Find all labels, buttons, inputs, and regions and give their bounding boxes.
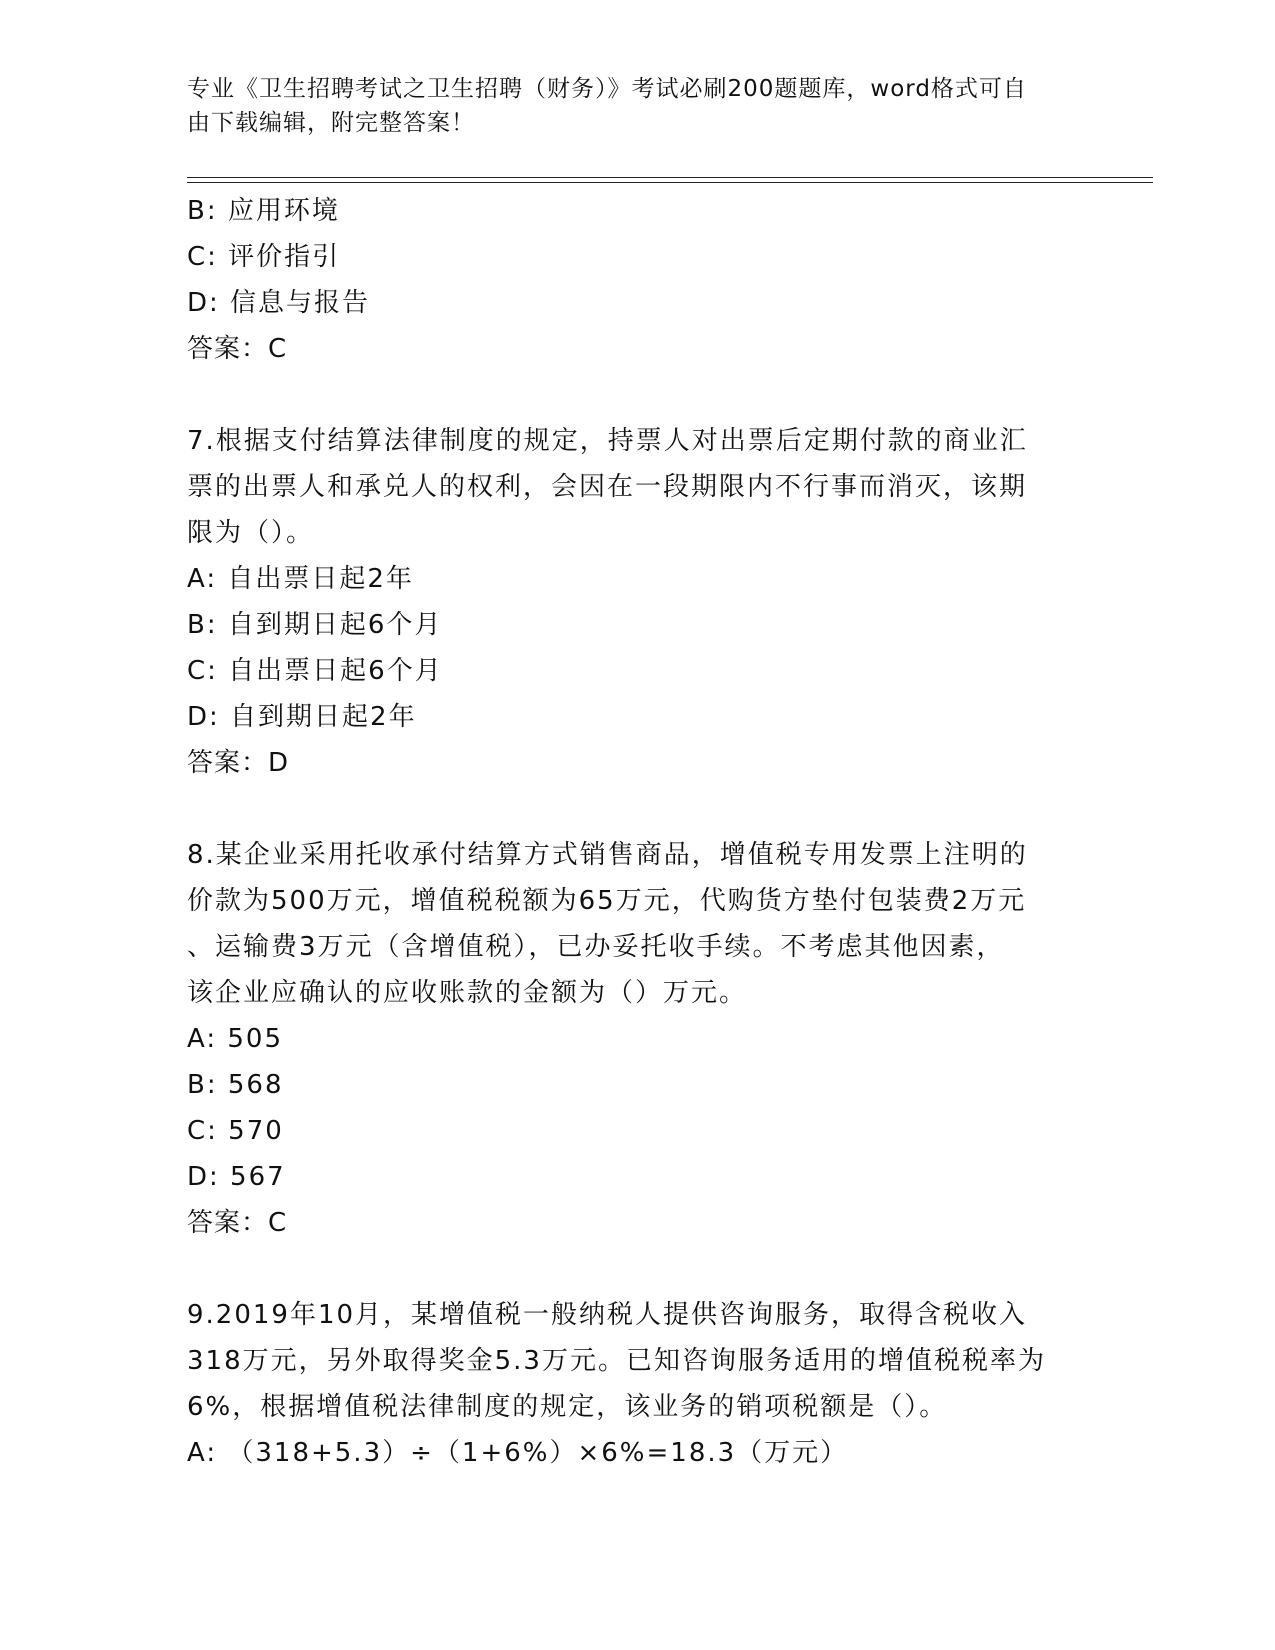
spacer — [187, 786, 1087, 832]
option-c: C: 评价指引 — [187, 242, 341, 272]
option-d: D: 信息与报告 — [187, 288, 371, 318]
spacer — [187, 1246, 1087, 1292]
question-text-line: 8.某企业采用托收承付结算方式销售商品，增值税专用发票上注明的 — [187, 840, 1028, 870]
question-text-line: 价款为500万元，增值税税额为65万元，代购货方垫付包装费2万元 — [187, 886, 1027, 916]
question-6-tail — [187, 188, 1087, 372]
question-text-line: 9.2019年10月，某增值税一般纳税人提供咨询服务，取得含税收入 — [187, 1300, 1028, 1330]
header-rule-top — [187, 177, 1153, 178]
header-line-1: 专业《卫生招聘考试之卫生招聘（财务）》考试必刷200题题库，word格式可自 — [187, 76, 1027, 102]
question-text-line: 、运输费3万元（含增值税），已办妥托收手续。不考虑其他因素， — [187, 932, 1005, 962]
question-text-line: 该企业应确认的应收账款的金额为（）万元。 — [187, 978, 748, 1008]
answer: 答案：D — [187, 748, 290, 778]
header-line-2: 由下载编辑，附完整答案！ — [187, 110, 475, 136]
answer: 答案：C — [187, 1208, 288, 1238]
question-9 — [187, 1292, 1087, 1476]
question-8 — [187, 832, 1087, 1246]
document-header — [187, 72, 1067, 140]
option-c: C: 自出票日起6个月 — [187, 656, 443, 686]
header-rule-bottom — [187, 182, 1153, 183]
question-text-line: 限为（）。 — [187, 518, 315, 548]
option-a: A: 自出票日起2年 — [187, 564, 414, 594]
option-a: A: 505 — [187, 1024, 283, 1054]
document-body — [187, 188, 1087, 1476]
option-b: B: 自到期日起6个月 — [187, 610, 443, 640]
option-c: C: 570 — [187, 1116, 284, 1146]
option-a: A: （318+5.3）÷（1+6%）×6%=18.3（万元） — [187, 1438, 849, 1468]
question-text-line: 票的出票人和承兑人的权利，会因在一段期限内不行事而消灭，该期 — [187, 472, 1028, 502]
option-d: D: 567 — [187, 1162, 286, 1192]
question-7 — [187, 418, 1087, 786]
question-text-line: 7.根据支付结算法律制度的规定，持票人对出票后定期付款的商业汇 — [187, 426, 1028, 456]
question-text-line: 6%，根据增值税法律制度的规定，该业务的销项税额是（）。 — [187, 1392, 948, 1422]
answer: 答案：C — [187, 334, 288, 364]
option-b: B: 应用环境 — [187, 196, 340, 226]
option-d: D: 自到期日起2年 — [187, 702, 417, 732]
question-text-line: 318万元，另外取得奖金5.3万元。已知咨询服务适用的增值税税率为 — [187, 1346, 1046, 1376]
option-b: B: 568 — [187, 1070, 284, 1100]
spacer — [187, 372, 1087, 418]
